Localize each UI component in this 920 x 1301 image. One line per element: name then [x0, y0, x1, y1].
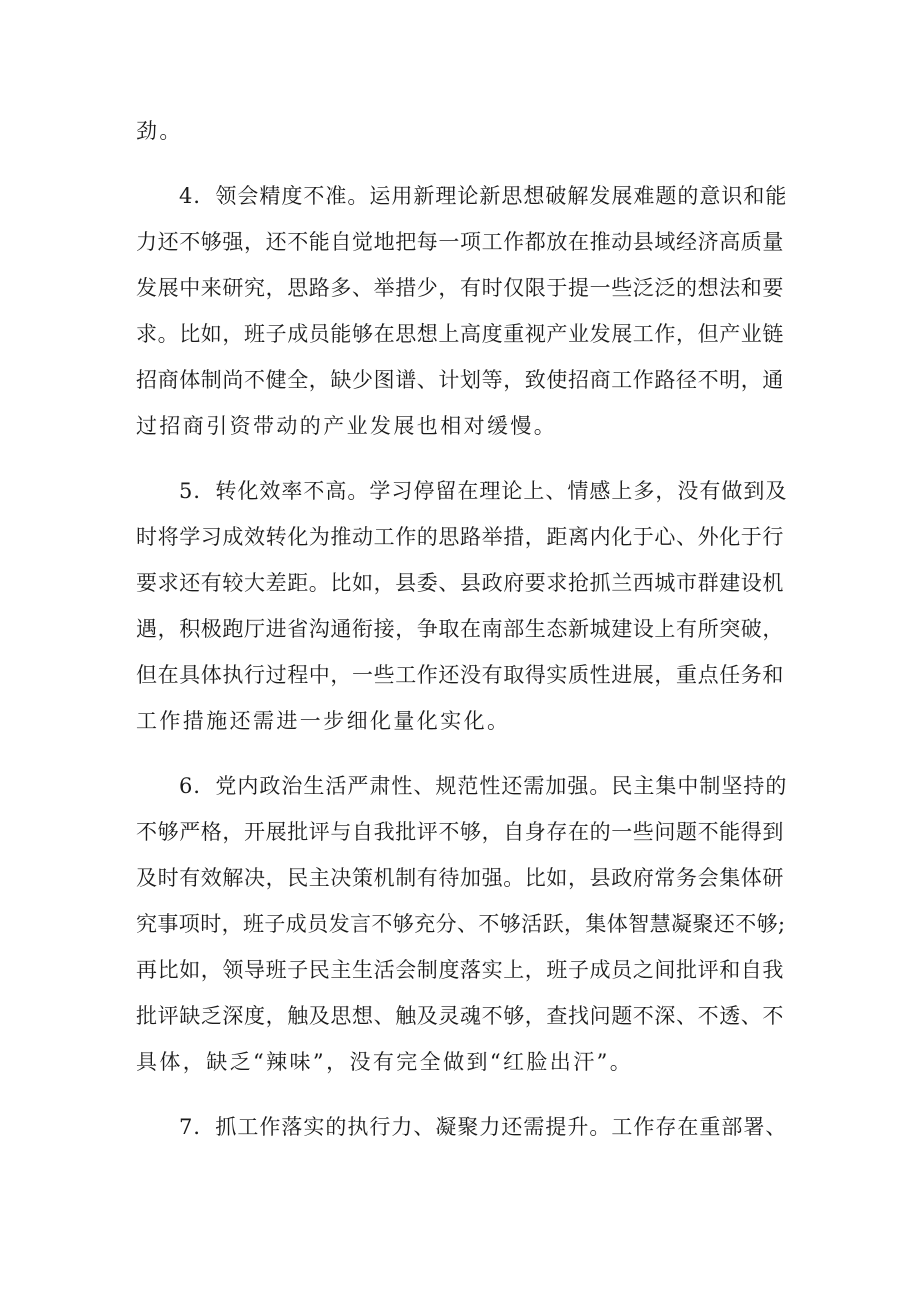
paragraph-5-line-3: 要求还有较大差距。比如，县委、县政府要求抢抓兰西城市群建设机	[136, 571, 784, 595]
paragraph-5-line-1: 5．转化效率不高。学习停留在理论上、情感上多，没有做到及	[179, 479, 788, 503]
paragraph-5-line-6: 工作措施还需进一步细化量化实化。	[136, 709, 511, 733]
paragraph-4-line-6: 过招商引资带动的产业发展也相对缓慢。	[136, 414, 558, 438]
paragraph-6-line-7: 具体，缺乏“辣味”，没有完全做到“红脸出汗”。	[136, 1050, 634, 1074]
paragraph-6-line-2: 不够严格，开展批评与自我批评不够，自身存在的一些问题不能得到	[136, 820, 784, 844]
paragraph-continuation-line: 劲。	[136, 119, 183, 143]
paragraph-4-line-3: 发展中来研究，思路多、举措少，有时仅限于提一些泛泛的想法和要	[136, 276, 784, 300]
paragraph-6-line-4: 究事项时，班子成员发言不够充分、不够活跃，集体智慧凝聚还不够;	[136, 912, 786, 936]
paragraph-4-line-1: 4．领会精度不准。运用新理论新思想破解发展难题的意识和能	[179, 184, 788, 208]
paragraph-6-line-1: 6．党内政治生活严肃性、规范性还需加强。民主集中制坚持的	[179, 774, 788, 798]
paragraph-5-line-2: 时将学习成效转化为推动工作的思路举措，距离内化于心、外化于行	[136, 525, 784, 549]
paragraph-6-line-3: 及时有效解决，民主决策机制有待加强。比如，县政府常务会集体研	[136, 866, 784, 890]
paragraph-4-line-4: 求。比如，班子成员能够在思想上高度重视产业发展工作，但产业链	[136, 322, 784, 346]
paragraph-4-line-2: 力还不够强，还不能自觉地把每一项工作都放在推动县域经济高质量	[136, 230, 784, 254]
paragraph-6-line-5: 再比如，领导班子民主生活会制度落实上，班子成员之间批评和自我	[136, 958, 784, 982]
paragraph-5-line-4: 遇，积极跑厅进省沟通衔接，争取在南部生态新城建设上有所突破，	[136, 617, 784, 641]
paragraph-4-line-5: 招商体制尚不健全，缺少图谱、计划等，致使招商工作路径不明，通	[136, 368, 784, 392]
paragraph-5-line-5: 但在具体执行过程中，一些工作还没有取得实质性进展，重点任务和	[136, 663, 784, 687]
paragraph-7-line-1: 7．抓工作落实的执行力、凝聚力还需提升。工作存在重部署、	[179, 1115, 788, 1139]
paragraph-6-line-6: 批评缺乏深度，触及思想、触及灵魂不够，查找问题不深、不透、不	[136, 1004, 784, 1028]
